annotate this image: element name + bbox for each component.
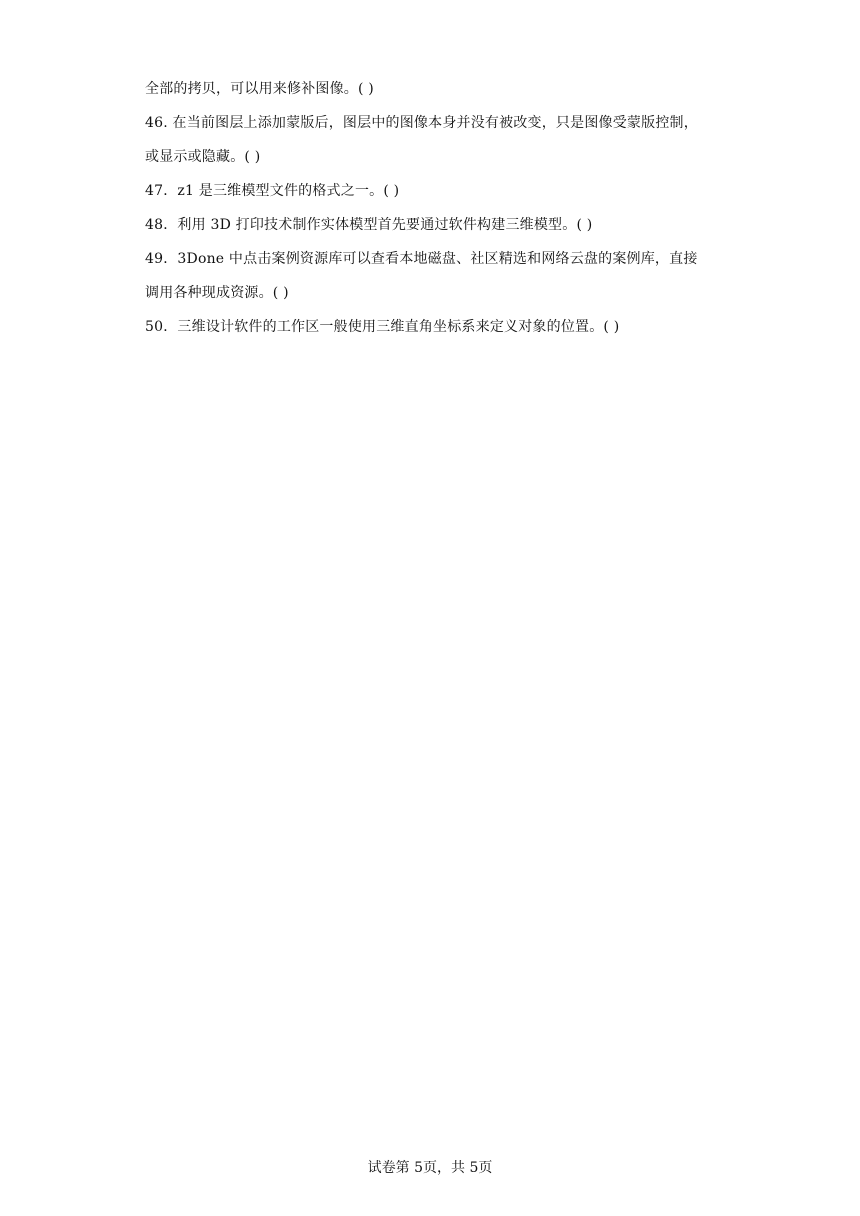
question-48: 48．利用 3D 打印技术制作实体模型首先要通过软件构建三维模型。( ) <box>145 217 593 233</box>
question-49-line-1: 49．3Done 中点击案例资源库可以查看本地磁盘、社区精选和网络云盘的案例库，直接 <box>145 251 698 267</box>
question-50: 50．三维设计软件的工作区一般使用三维直角坐标系来定义对象的位置。( ) <box>145 319 620 335</box>
question-46-line-1: 46. 在当前图层上添加蒙版后，图层中的图像本身并没有被改变，只是图像受蒙版控制， <box>145 115 698 131</box>
question-46-line-2: 或显示或隐藏。( ) <box>145 149 261 165</box>
page-footer: 试卷第 5页，共 5页 <box>367 1160 493 1176</box>
question-list <box>145 72 720 344</box>
question-49-line-2: 调用各种现成资源。( ) <box>145 285 289 301</box>
question-47: 47．z1 是三维模型文件的格式之一。( ) <box>145 183 400 199</box>
question-45-continuation: 全部的拷贝，可以用来修补图像。( ) <box>145 81 374 97</box>
